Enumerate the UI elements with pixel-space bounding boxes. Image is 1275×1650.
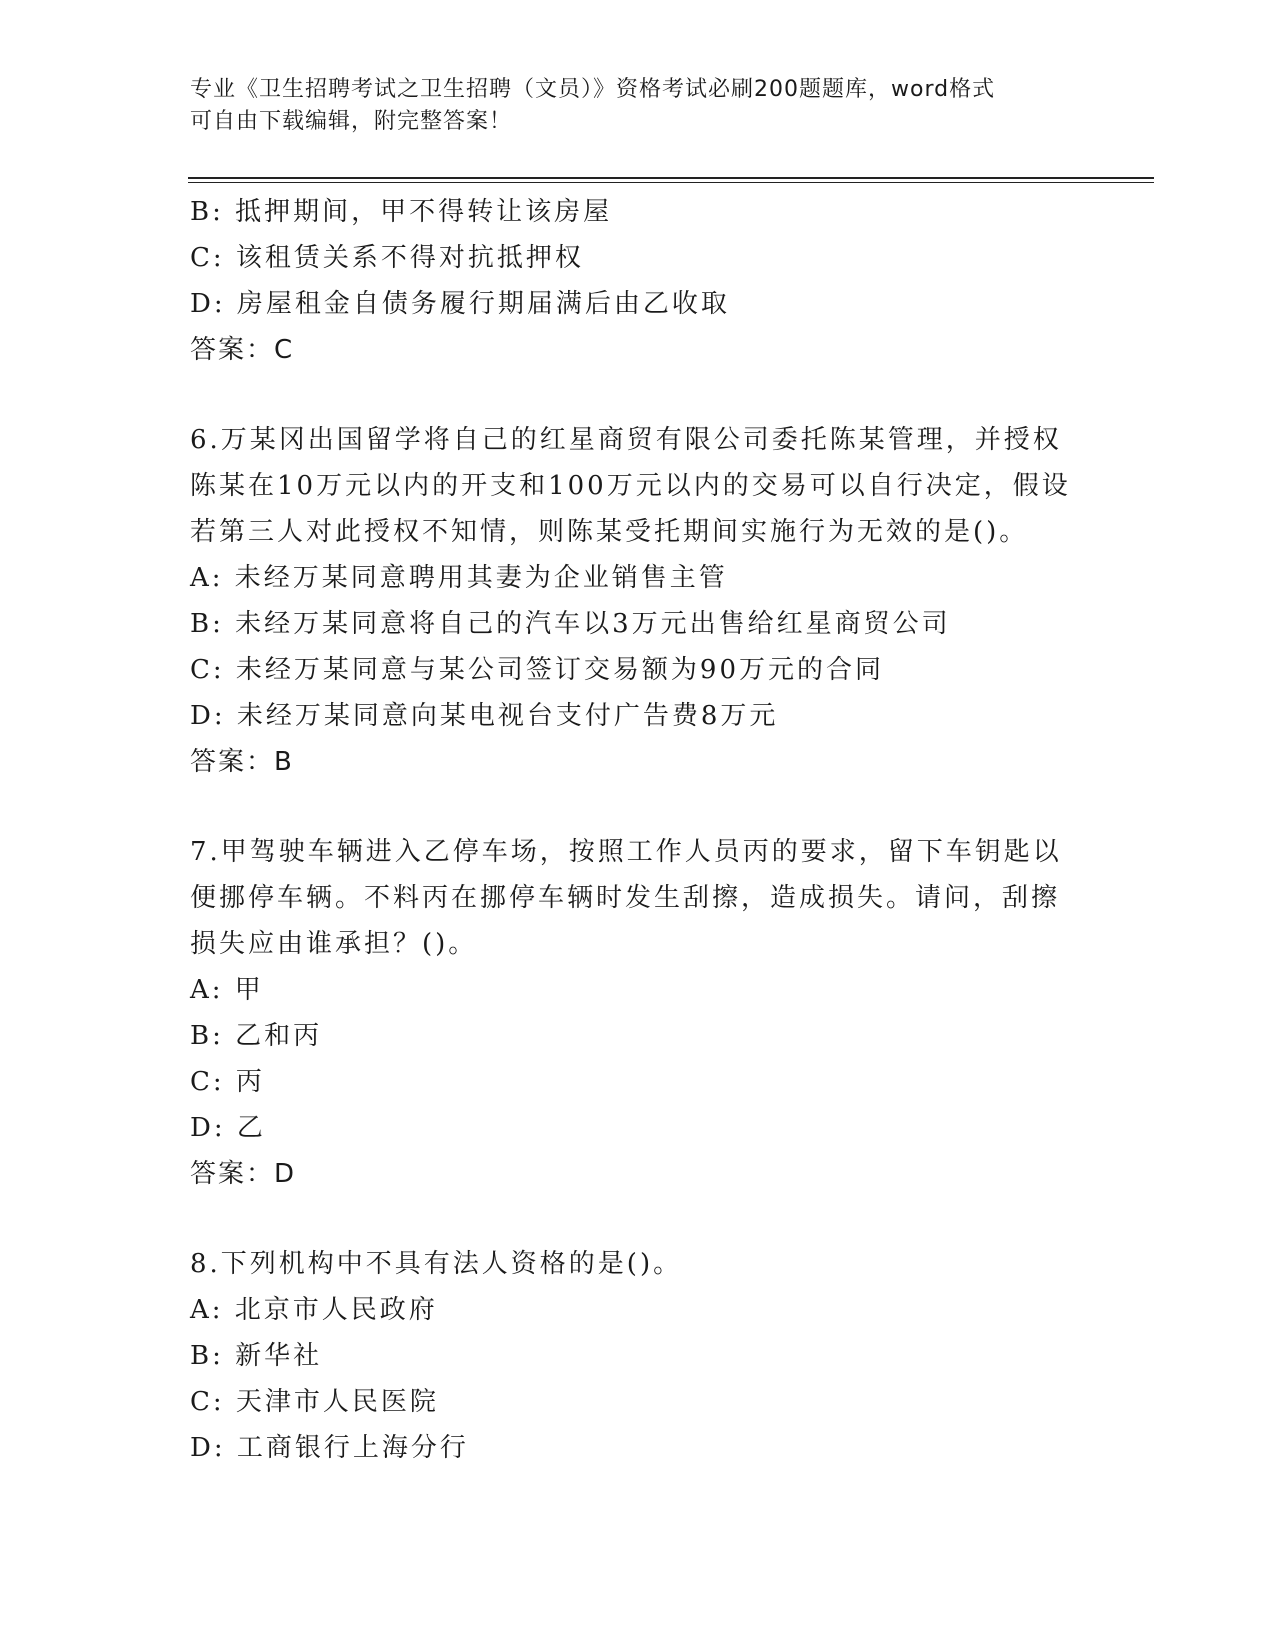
option-a: A: 北京市人民政府 [190,1295,438,1325]
header-line-2: 可自由下载编辑，附完整答案！ [190,109,513,134]
spacer [190,373,1090,417]
answer-line: 答案：D [190,1159,297,1189]
header-divider-thick [188,177,1154,179]
question-stem: 便挪停车辆。不料丙在挪停车辆时发生刮擦，造成损失。请问，刮擦 [190,883,1061,913]
question-stem: 损失应由谁承担？()。 [190,929,478,959]
option-b: B: 抵押期间，甲不得转让该房屋 [190,197,613,227]
question-stem: 8.下列机构中不具有法人资格的是()。 [190,1249,683,1279]
option-c: C: 天津市人民医院 [190,1387,439,1417]
question-6 [190,417,1090,785]
option-b: B: 新华社 [190,1341,323,1371]
document-body [190,189,1090,1471]
question-5 [190,189,1090,373]
option-c: C: 丙 [190,1067,265,1097]
header-divider-thin [188,182,1154,183]
option-d: D: 乙 [190,1113,266,1143]
option-c: C: 未经万某同意与某公司签订交易额为90万元的合同 [190,655,885,685]
option-d: D: 未经万某同意向某电视台支付广告费8万元 [190,701,779,731]
option-d: D: 工商银行上海分行 [190,1433,469,1463]
header-line-1: 专业《卫生招聘考试之卫生招聘（文员）》资格考试必刷200题题库，word格式 [190,77,996,102]
option-c: C: 该租赁关系不得对抗抵押权 [190,243,584,273]
document-header [190,74,1090,138]
question-stem: 7.甲驾驶车辆进入乙停车场，按照工作人员丙的要求，留下车钥匙以 [190,837,1062,867]
question-8 [190,1241,1090,1471]
question-stem: 陈某在10万元以内的开支和100万元以内的交易可以自行决定，假设 [190,471,1071,501]
option-b: B: 乙和丙 [190,1021,323,1051]
option-d: D: 房屋租金自债务履行期届满后由乙收取 [190,289,730,319]
option-a: A: 甲 [190,975,264,1005]
question-7 [190,829,1090,1197]
option-a: A: 未经万某同意聘用其妻为企业销售主管 [190,563,728,593]
answer-line: 答案：C [190,335,295,365]
spacer [190,785,1090,829]
question-stem: 若第三人对此授权不知情，则陈某受托期间实施行为无效的是()。 [190,517,1029,547]
question-stem: 6.万某冈出国留学将自己的红星商贸有限公司委托陈某管理，并授权 [190,425,1062,455]
spacer [190,1197,1090,1241]
answer-line: 答案：B [190,747,294,777]
option-b: B: 未经万某同意将自己的汽车以3万元出售给红星商贸公司 [190,609,951,639]
